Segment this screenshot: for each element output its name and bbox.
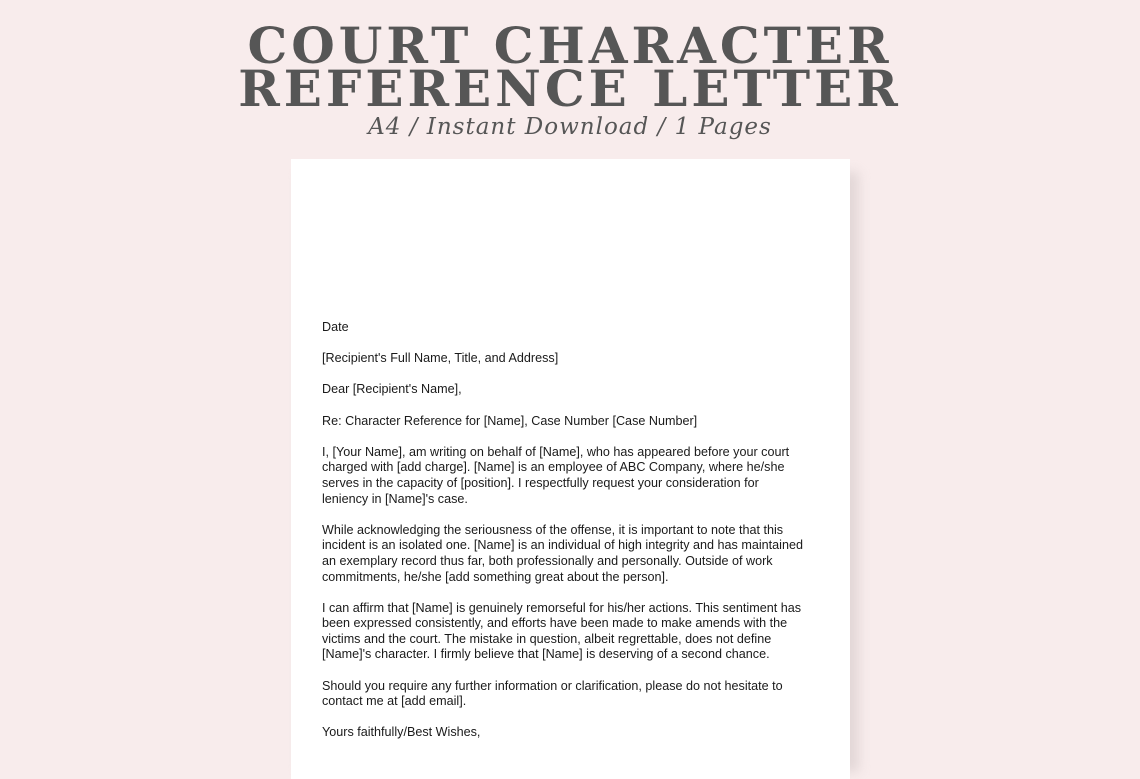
title-line-1: COURT CHARACTER: [247, 16, 893, 75]
letter-recipient: [Recipient's Full Name, Title, and Address]: [322, 351, 559, 366]
letter-body: [322, 320, 804, 757]
title-line-2: REFERENCE LETTER: [238, 59, 902, 118]
letter-page: [291, 159, 850, 779]
letter-paragraph: Should you require any further information or clarification, please do not hesitate to contact me at [add email].: [322, 678, 783, 709]
letter-subject: Re: Character Reference for [Name], Case Number [Case Number]: [322, 413, 698, 428]
letter-paragraph: I can affirm that [Name] is genuinely remorseful for his/her actions. This sentiment has been expressed consistently, and efforts have been made to make amends with the victims and the court. The mistake in question, albeit regrettable, does not define [Name]'s character. I firmly believe that [Name] is deserving of a second chance.: [322, 600, 802, 662]
letter-date: Date: [322, 320, 349, 334]
letter-salutation: Dear [Recipient's Name],: [322, 382, 462, 397]
letter-paragraph: While acknowledging the seriousness of the offense, it is important to note that this incident is an isolated one. [Name] is an individual of high integrity and has maintained an exemplary record thus far, both professionally and personally. Outside of work commitments, he/she [add something great about the person].: [322, 522, 803, 584]
letter-closing: Yours faithfully/Best Wishes,: [322, 725, 481, 740]
subtitle: A4 / Instant Download / 1 Pages: [368, 114, 772, 140]
letter-paragraph: I, [Your Name], am writing on behalf of [Name], who has appeared before your court charged with [add charge]. [Name] is an employee of ABC Company, where he/she serves in the capacity of [position]. I respectfully request your consideration for leniency in [Name]'s case.: [322, 444, 790, 506]
